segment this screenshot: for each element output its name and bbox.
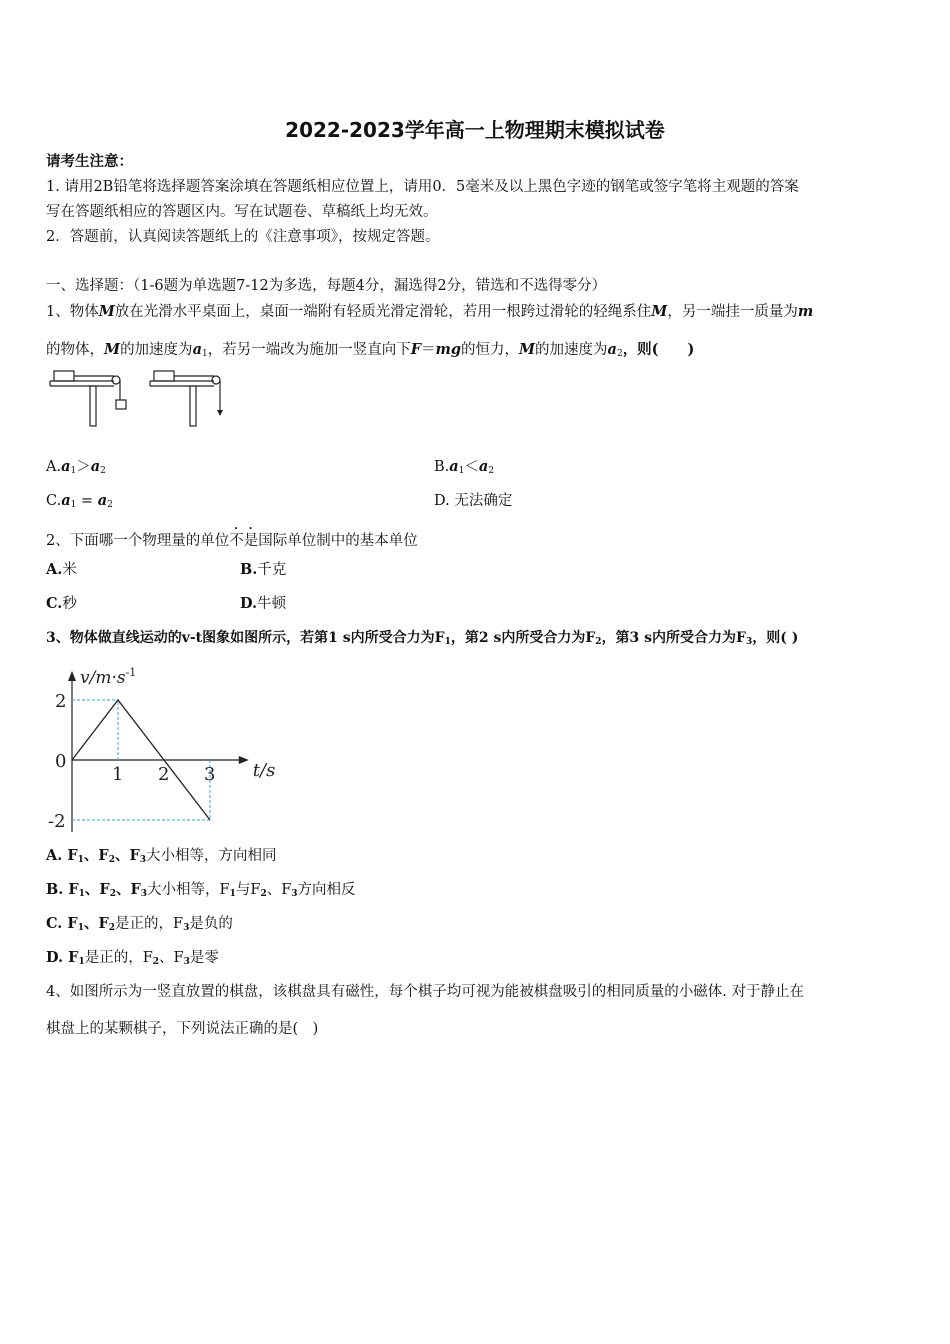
- pulley-left: [112, 376, 120, 384]
- question-2-option-c: C.秒: [46, 595, 77, 612]
- x-tick-label: 2: [158, 764, 170, 785]
- x-axis-label: t/s: [252, 760, 276, 781]
- question-3: 3、物体做直线运动的v-t图象如图所示，若第1 s内所受合力为$F_1$，第2 s内所受合力为$F_2$，第3 s内所受合力为$F_3$，则( ): [46, 630, 799, 647]
- question-2-option-a: A.米: [46, 561, 77, 578]
- question-2: 2、下面哪一个物理量的单位不是国际单位制中的基本单位: [46, 533, 418, 549]
- question-2-option-b: B.千克: [240, 561, 287, 578]
- question-1-line-2: 的物体，M的加速度为$a_1$，若另一端改为施加一竖直向下F＝mg的恒力，M的加速度为$a_2$，则( ): [46, 341, 695, 359]
- x-axis-arrow: [239, 756, 249, 764]
- force-arrow: [217, 410, 223, 416]
- question-4-line-2: 棋盘上的某颗棋子，下列说法正确的是( ): [46, 1021, 319, 1037]
- pulley-right: [212, 376, 220, 384]
- question-1-figure: [46, 368, 236, 432]
- question-3-option-a: A. $F_1$、$F_2$、$F_3$大小相等，方向相同: [46, 847, 277, 865]
- block-m-right: [154, 371, 174, 381]
- question-3-option-d: D. $F_1$是正的，$F_2$、$F_3$是零: [46, 949, 219, 967]
- notice-heading: 请考生注意：: [46, 153, 133, 170]
- hanging-mass: [116, 400, 126, 409]
- page-title: 2022-2023学年高一上物理期末模拟试卷: [285, 118, 665, 142]
- x-tick-label: 1: [112, 764, 124, 785]
- question-1-option-c: $C.a_1 = a_2$: [46, 492, 113, 510]
- question-1-option-d: D. 无法确定: [434, 493, 513, 509]
- y-axis-arrow: [68, 671, 76, 681]
- y-tick-label: 0: [55, 751, 67, 772]
- question-3-option-b: B. $F_1$、$F_2$、$F_3$大小相等，$F_1$与$F_2$、$F_3$方向相反: [46, 881, 356, 899]
- section-heading: 一、选择题：（1-6题为单选题7-12为多选，每题4分，漏选得2分，错选和不选得零分）: [46, 278, 607, 294]
- block-m-left: [54, 371, 74, 381]
- x-tick-label: 3: [204, 764, 216, 785]
- notice-item-1-line-2: 写在答题纸相应的答题区内。写在试题卷、草稿纸上均无效。: [46, 204, 438, 220]
- question-2-option-d: D.牛顿: [240, 595, 287, 612]
- y-tick-label: -2: [48, 811, 66, 832]
- notice-item-1-line-1: 1. 请用2B铅笔将选择题答案涂填在答题纸相应位置上，请用0．5毫米及以上黑色字迹的钢笔或签字笔将主观题的答案: [46, 179, 799, 195]
- question-1-option-a: $A.a_1>a_2$: [46, 458, 106, 476]
- y-axis-label: $v/m\cdot s^{-1}$: [80, 666, 137, 688]
- notice-item-2: 2．答题前，认真阅读答题纸上的《注意事项》，按规定答题。: [46, 229, 440, 245]
- question-1-line-1: 1、物体M放在光滑水平桌面上，桌面一端附有轻质光滑定滑轮，若用一根跨过滑轮的轻绳系住M，另一端挂一质量为m: [46, 303, 814, 320]
- question-1-option-b: $B.a_1<a_2$: [434, 458, 495, 476]
- question-4-line-1: 4、如图所示为一竖直放置的棋盘，该棋盘具有磁性，每个棋子均可视为能被棋盘吸引的相同质量的小磁体. 对于静止在: [46, 984, 804, 1000]
- y-tick-label: 2: [55, 691, 67, 712]
- question-3-option-c: C. $F_1$、$F_2$是正的，$F_3$是负的: [46, 915, 233, 933]
- vt-graph: [46, 660, 286, 830]
